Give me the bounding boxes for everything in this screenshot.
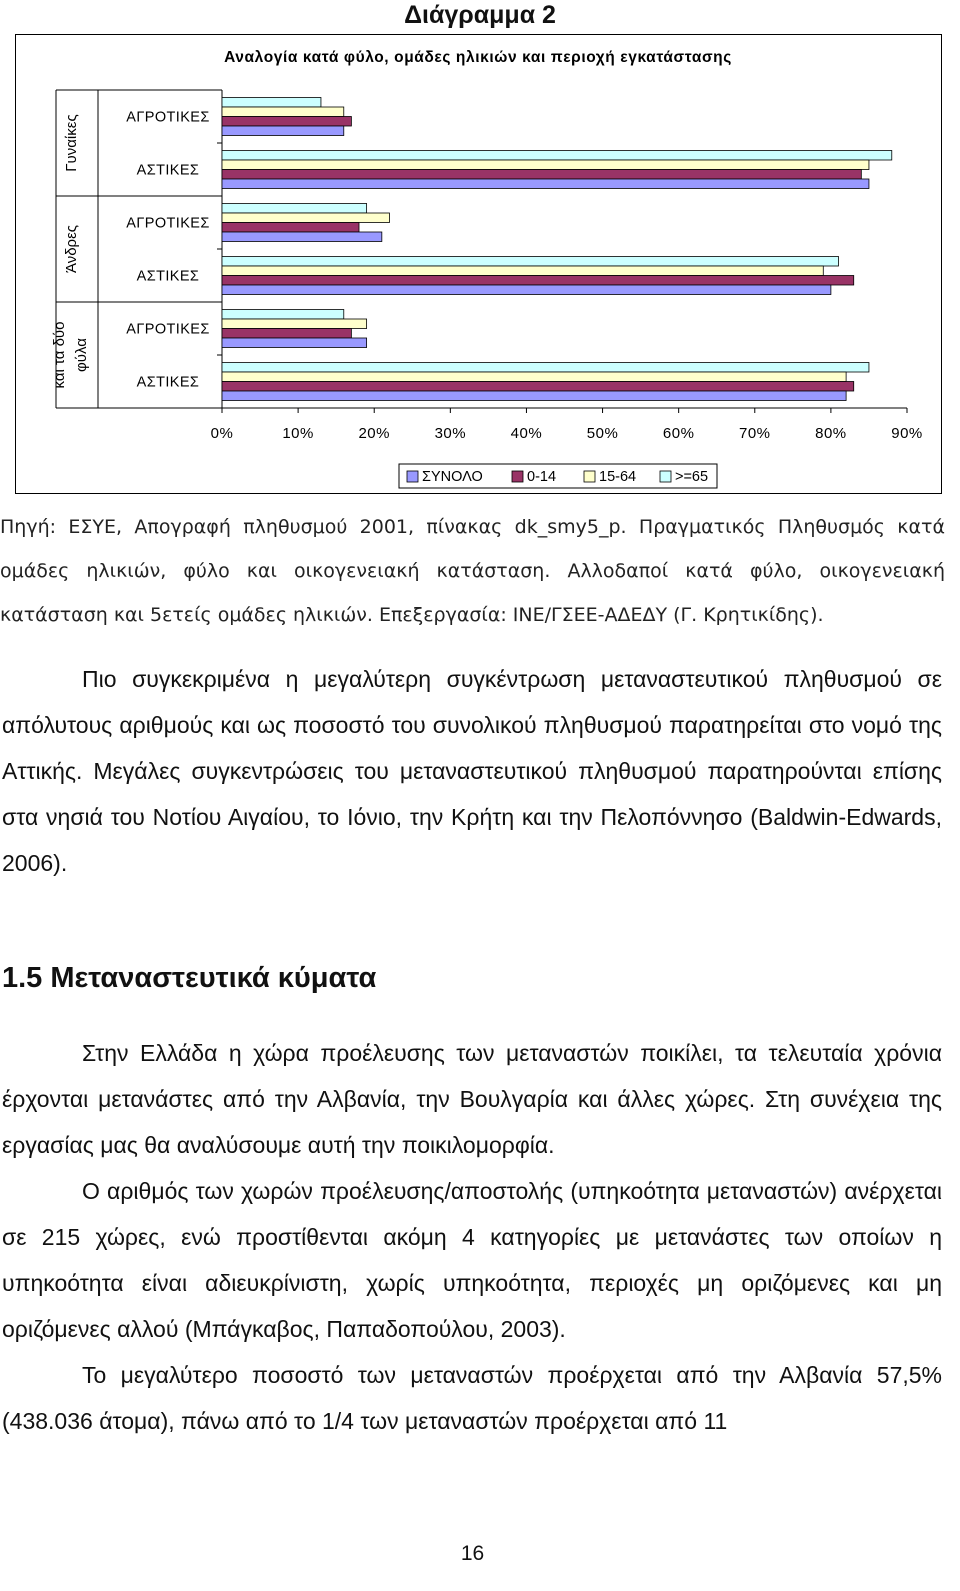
legend-label: >=65 [675,469,709,485]
bar-0-14-1 [222,170,861,180]
paragraph-block-1 [2,656,942,886]
category-label: ΑΓΡΟΤΙΚΕΣ [126,321,210,338]
x-tick-label: 0% [210,425,234,442]
bar-chart [16,35,940,492]
paragraph-2: Στην Ελλάδα η χώρα προέλευσης των μεταναστών ποικίλει, τα τελευταία χρόνια έρχονται μετανάστες από την Αλβανία, την Βουλγαρία και άλλες χώρες. Στη συνέχεια της εργασίας μας θα αναλύσουμε αυτή την ποικιλομορφία. [2,1040,942,1158]
bar-ΣΥΝΟΛΟ-3 [222,285,831,295]
bar-ΣΥΝΟΛΟ-2 [222,232,382,242]
group-label: Άνδρες [63,224,80,274]
figure-source-caption [0,505,945,637]
bar->=65-2 [222,204,367,214]
legend-swatch [512,471,523,482]
section-heading: 1.5 Μεταναστευτικά κύματα [2,962,377,994]
x-tick-label: 40% [510,425,543,442]
page-number: 16 [460,1542,485,1565]
legend-swatch [660,471,671,482]
bar-0-14-3 [222,276,854,286]
group-label: Γυναίκες [63,114,80,172]
bar->=65-0 [222,98,321,108]
paragraph-3: Ο αριθμός των χωρών προέλευσης/αποστολής (υπηκοότητα μεταναστών) ανέρχεται σε 215 χώρες, ενώ προστίθενται ακόμη 4 κατηγορίες με μετανάστες των οποίων η υπηκοότητα είναι αδιευκρίνιστη, χωρίς υπηκοότητα, περιοχές μη οριζόμενες και μη οριζόμενες αλλού (Μπάγκαβος, Παπαδοπούλου, 2003). [2,1178,942,1342]
bar-15-64-2 [222,213,389,223]
bar->=65-3 [222,257,839,267]
figure-title: Διάγραμμα 2 [404,1,556,29]
bar-0-14-5 [222,382,854,392]
x-tick-label: 60% [662,425,695,442]
category-label: ΑΣΤΙΚΕΣ [136,268,200,285]
caption-text: Πηγή: ΕΣΥΕ, Απογραφή πληθυσμού 2001, πίνακας dk_smy5_p. Πραγματικός Πληθυσμός κατά ομάδες ηλικιών, φύλο και οικογενειακή κατάσταση. Αλλοδαποί κατά φύλο, οικογενειακή κατάσταση και 5ετείς ομάδες ηλικιών. Επεξεργασία: ΙΝΕ/ΓΣΕΕ-ΑΔΕΔΥ (Γ. Κρητικίδης). [0,516,945,626]
legend-swatch [407,471,418,482]
x-tick-label: 20% [358,425,390,442]
bar->=65-4 [222,310,344,320]
category-label: ΑΣΤΙΚΕΣ [136,374,200,391]
legend-label: ΣΥΝΟΛΟ [422,469,483,485]
legend-label: 0-14 [527,469,557,485]
category-label: ΑΓΡΟΤΙΚΕΣ [126,109,210,126]
x-tick-label: 30% [434,425,467,442]
bar-ΣΥΝΟΛΟ-4 [222,338,367,348]
legend-swatch [584,471,595,482]
bar-ΣΥΝΟΛΟ-0 [222,126,344,136]
bar-15-64-5 [222,372,846,382]
bar-15-64-3 [222,266,823,276]
bar-0-14-2 [222,223,359,233]
chart-title: Αναλογία κατά φύλο, ομάδες ηλικιών και περιοχή εγκατάστασης [224,49,732,66]
bar-15-64-4 [222,319,367,329]
x-tick-label: 50% [586,425,619,442]
category-label: ΑΓΡΟΤΙΚΕΣ [126,215,210,232]
category-label: ΑΣΤΙΚΕΣ [136,162,200,179]
paragraph-block-2 [2,1030,942,1444]
group-label: φύλα [73,338,90,372]
chart-frame [15,34,942,494]
x-tick-label: 70% [739,425,771,442]
x-tick-label: 10% [282,425,314,442]
x-tick-label: 80% [815,425,847,442]
bar-ΣΥΝΟΛΟ-5 [222,391,846,401]
bar->=65-5 [222,363,869,373]
legend-label: 15-64 [599,469,637,485]
paragraph-1: Πιο συγκεκριμένα η μεγαλύτερη συγκέντρωση μεταναστευτικού πληθυσμού σε απόλυτους αριθμούς και ως ποσοστό του συνολικού πληθυσμού παρατηρείται στο νομό της Αττικής. Μεγάλες συγκεντρώσεις του μεταναστευτικού πληθυσμού παρατηρούνται επίσης στα νησιά του Νοτίου Αιγαίου, το Ιόνιο, την Κρήτη και την Πελοπόννησο (Baldwin-Edwards, 2006). [2,666,942,876]
bar-ΣΥΝΟΛΟ-1 [222,179,869,189]
bar-15-64-0 [222,107,344,117]
paragraph-4: Το μεγαλύτερο ποσοστό των μεταναστών προέρχεται από την Αλβανία 57,5% (438.036 άτομα), πάνω από το 1/4 των μεταναστών προέρχεται από 11 [2,1362,942,1434]
x-tick-label: 90% [891,425,923,442]
bar-0-14-4 [222,329,351,339]
bar-15-64-1 [222,160,869,170]
bar-0-14-0 [222,117,351,127]
group-label: και τα δύο [51,321,68,389]
bar->=65-1 [222,151,892,161]
